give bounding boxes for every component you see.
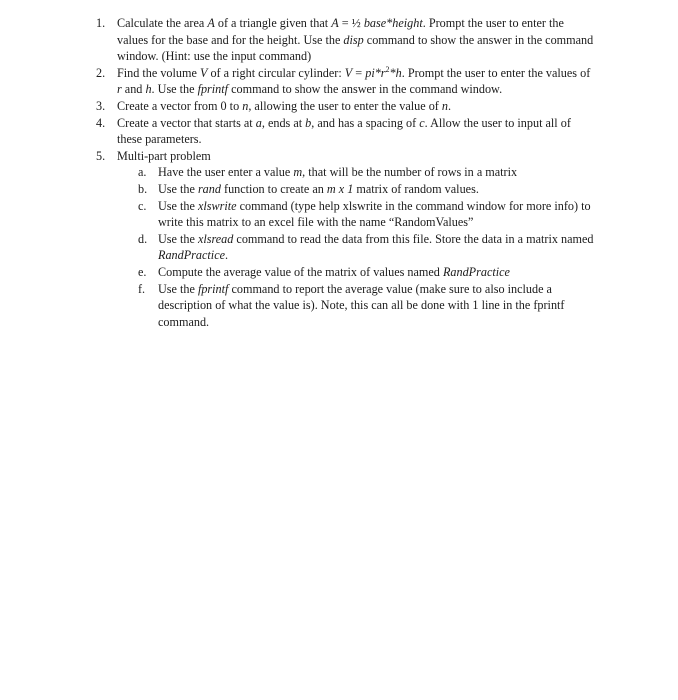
list-item-4 <box>0 115 595 148</box>
item-formula: *h <box>389 65 402 80</box>
item-text: , ends at <box>261 115 306 130</box>
item-number: 4. <box>96 115 106 130</box>
item-exponent: 2 <box>385 64 390 74</box>
item-var: n <box>242 98 249 113</box>
item-text: , allowing the user to enter the value of <box>248 98 442 113</box>
sub-item-text: . <box>225 248 229 263</box>
sub-item-text: command to read the data from this file. Store the data in a matrix named <box>233 231 594 246</box>
item-text: Multi-part problem <box>117 148 211 163</box>
item-var: r <box>117 82 122 97</box>
sub-item-text: Use the <box>158 181 198 196</box>
sub-item-e <box>0 264 598 281</box>
item-var: n <box>441 98 448 113</box>
item-var: a <box>255 115 262 130</box>
sub-item-text: Use the <box>158 231 198 246</box>
item-text: . <box>448 98 452 113</box>
item-formula: pi*r <box>365 65 386 80</box>
item-command: disp <box>343 32 364 47</box>
sub-item-b <box>0 181 598 198</box>
sub-item-letter: a. <box>138 165 147 180</box>
sub-item-var: RandPractice <box>158 248 226 263</box>
sub-item-letter: e. <box>138 264 147 279</box>
item-text: of a triangle given that <box>214 16 332 30</box>
sub-item-var: m <box>293 165 303 180</box>
sub-item-text: command (type help xlswrite in the command window for more info) to write this matrix to an excel file with the name “RandomValues” <box>158 198 591 230</box>
sub-item-letter: b. <box>138 181 148 196</box>
sub-item-text: Have the user enter a value <box>158 165 294 180</box>
list-item-3 <box>0 98 595 115</box>
item-var: h <box>145 82 152 97</box>
sub-item-letter: f. <box>138 281 146 296</box>
sub-item-text: Use the <box>158 198 198 213</box>
list-item-2 <box>0 65 595 98</box>
item-number: 2. <box>96 65 106 80</box>
item-text: Create a vector from 0 to <box>117 98 243 113</box>
sub-item-text: function to create an <box>220 181 327 196</box>
item-text: command to show the answer in the command window. (Hint: use the input command) <box>117 32 594 64</box>
sub-item-text: Compute the average value of the matrix of values named <box>158 264 443 279</box>
item-var: c <box>419 115 425 130</box>
item-formula: base*height <box>363 16 423 30</box>
sub-item-c <box>0 198 598 231</box>
item-text: of a right circular cylinder: <box>207 65 345 80</box>
item-number: 1. <box>96 16 106 30</box>
item-var: V <box>199 65 208 80</box>
item-text: and <box>121 82 146 97</box>
item-text: , and has a spacing of <box>311 115 420 130</box>
item-text: = ½ <box>338 16 364 30</box>
sub-item-f <box>0 281 598 331</box>
sub-item-var: RandPractice <box>442 264 510 279</box>
item-number: 5. <box>96 148 106 163</box>
sub-item-command: xlsread <box>197 231 234 246</box>
document <box>0 15 678 330</box>
item-text: . Allow the user to input all of these parameters. <box>117 115 571 147</box>
item-text: Create a vector that starts at <box>117 115 256 130</box>
item-text: Calculate the area <box>117 16 208 30</box>
item-var: V <box>344 65 353 80</box>
sub-item-text: Use the <box>158 281 198 296</box>
item-number: 3. <box>96 98 106 113</box>
sub-item-command: fprintf <box>197 281 229 296</box>
item-text: . Use the <box>151 82 198 97</box>
item-var: A <box>331 16 339 30</box>
sub-item-a <box>0 164 598 181</box>
sub-item-text: command to report the average value (make sure to also include a description of what the value is). Note, this can all be done with 1 line in the fprintf command. <box>158 281 565 329</box>
item-text: Find the volume <box>117 65 200 80</box>
item-var: b <box>305 115 312 130</box>
sub-item-command: rand <box>197 181 221 196</box>
item-text: . Prompt the user to enter the values of <box>401 65 591 80</box>
sub-item-text: matrix of random values. <box>353 181 479 196</box>
item-text: . Prompt the user to enter the values for the base and for the height. Use the <box>117 16 564 47</box>
item-command: fprintf <box>197 82 229 97</box>
sub-item-letter: c. <box>138 198 147 213</box>
sub-item-d <box>0 231 598 264</box>
sub-item-letter: d. <box>138 231 148 246</box>
sub-item-command: xlswrite <box>197 198 237 213</box>
item-text: command to show the answer in the command window. <box>228 82 503 97</box>
list-item-5 <box>0 148 595 165</box>
sub-item-var: m x 1 <box>326 181 354 196</box>
item-var: A <box>207 16 215 30</box>
sub-item-text: , that will be the number of rows in a matrix <box>302 165 518 180</box>
list-item-1 <box>0 15 595 65</box>
item-text: = <box>352 65 366 80</box>
